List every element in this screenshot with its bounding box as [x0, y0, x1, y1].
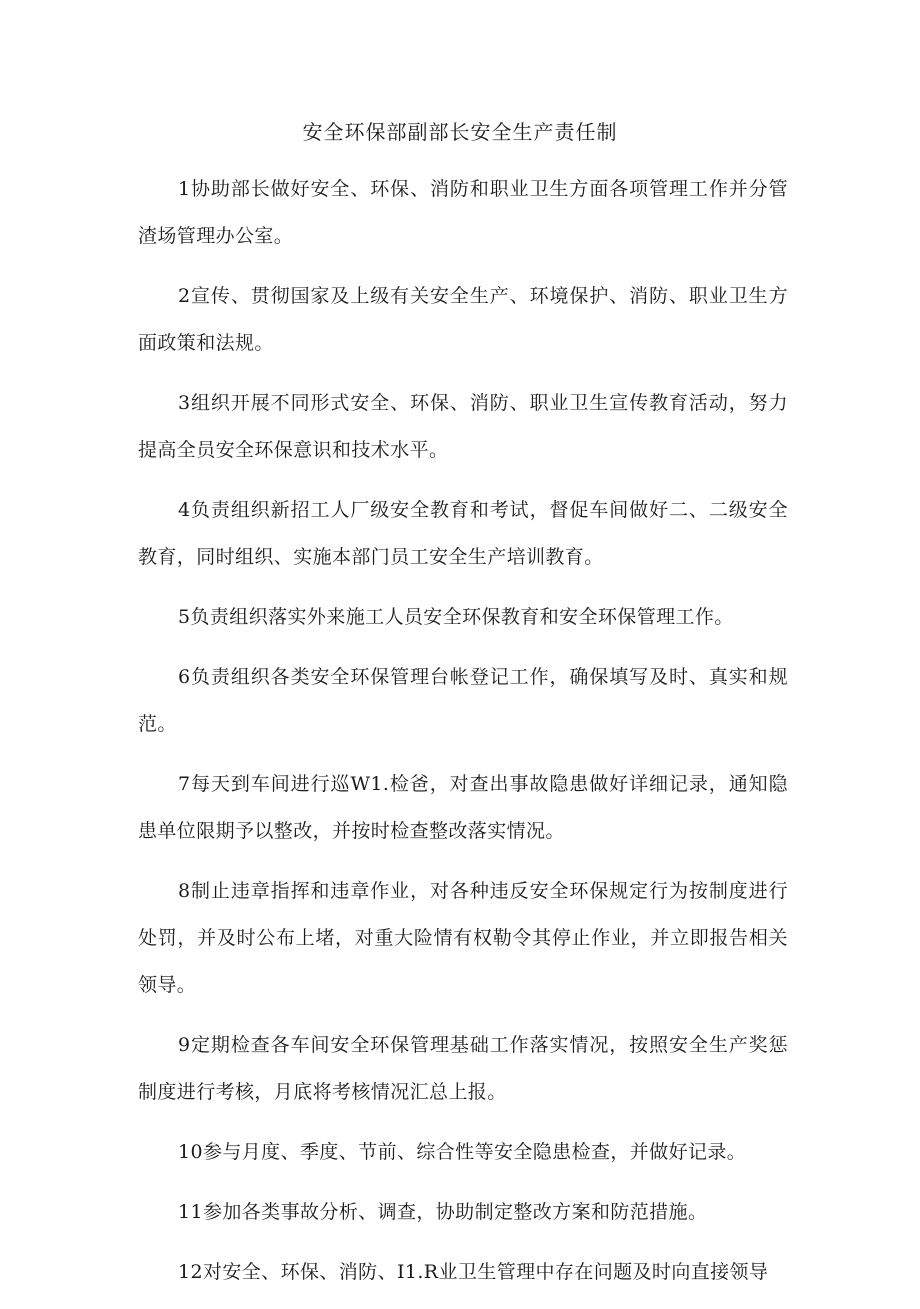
- document-title: 安全环保部副部长安全生产责任制: [302, 120, 618, 144]
- paragraph-1: 1协助部长做好安全、环保、消防和职业卫生方面各项管理工作并分管渣场管理办公室。: [138, 178, 788, 247]
- paragraph-10: 10参与月度、季度、节前、综合性等安全隐患检查，并做好记录。: [178, 1141, 747, 1163]
- paragraph-9: 9定期检查各车间安全环保管理基础工作落实情况，按照安全生产奖惩制度进行考核，月底将考核情况汇总上报。: [138, 1034, 788, 1103]
- paragraph-2: 2宣传、贯彻国家及上级有关安全生产、环境保护、消防、职业卫生方面政策和法规。: [138, 285, 788, 354]
- paragraph-7: 7每天到车间进行巡W1.检爸，对查出事故隐患做好详细记录，通知隐患单位限期予以整改，并按时检查整改落实情况。: [138, 773, 788, 842]
- paragraph-4: 4负责组织新招工人厂级安全教育和考试，督促车间做好二、二级安全教育，同时组织、实施本部门员工安全生产培训教育。: [138, 499, 788, 568]
- paragraph-6: 6负责组织各类安全环保管理台帐登记工作，确保填写及时、真实和规范。: [138, 666, 788, 735]
- paragraph-12: 12对安全、环保、消防、I1.R业卫生管理中存在问题及时向直接领导: [178, 1261, 769, 1283]
- paragraph-8: 8制止违章指挥和违章作业，对各种违反安全环保规定行为按制度进行处罚，并及时公布上堵，对重大险情有权勒令其停止作业，并立即报告相关领导。: [138, 880, 788, 996]
- paragraph-11: 11参加各类事故分析、调查，协助制定整改方案和防范措施。: [178, 1201, 708, 1223]
- document-body: [138, 166, 788, 1309]
- paragraph-3: 3组织开展不同形式安全、环保、消防、职业卫生宣传教育活动，努力提高全员安全环保意识和技术水平。: [138, 392, 788, 461]
- paragraph-5: 5负责组织落实外来施工人员安全环保教育和安全环保管理工作。: [178, 606, 734, 628]
